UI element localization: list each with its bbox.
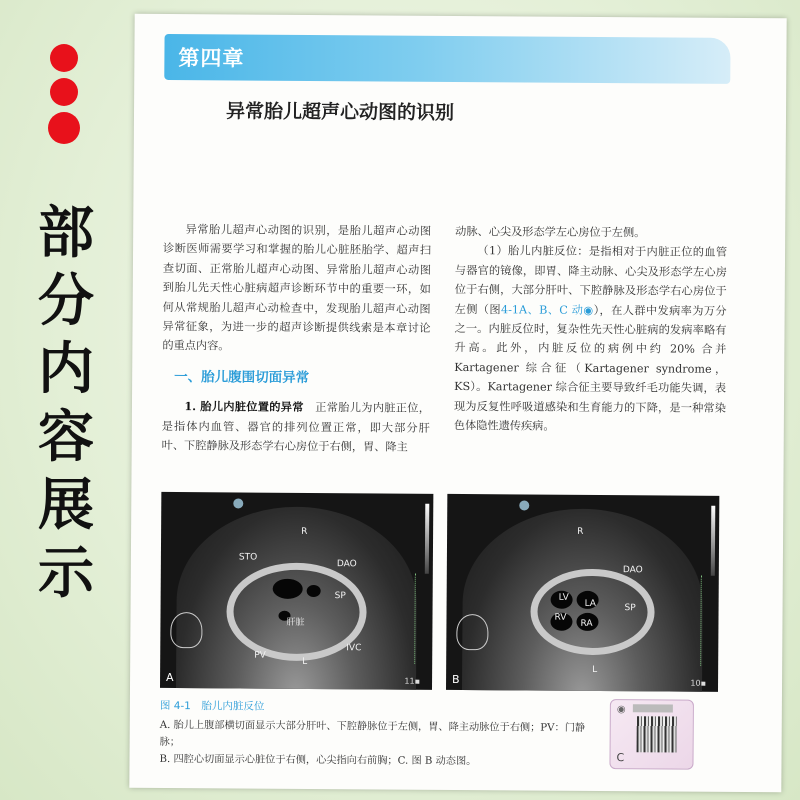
- figure-reference-link[interactable]: 4-1A、B、C 动: [500, 302, 584, 317]
- intro-paragraph: 异常胎儿超声心动图的识别，是胎儿超声心动图诊断医师需要学习和掌握的胎儿心脏胚胎学、超声扫查切面、正常胎儿超声心动图、异常胎儿超声心动图到胎儿先天性心脏病超声诊断环节中的重要一环，如何从常规胎儿超声心动检查中，发现胎儿超声心动图异常征象，为进一步的超声诊断提供线索是本章讨论的重点内容。: [162, 223, 432, 353]
- side-title-char: 内: [38, 337, 94, 402]
- scale-readout: 10▪: [690, 678, 707, 688]
- label-sto: STO: [238, 552, 258, 563]
- label-lv: LV: [558, 592, 569, 603]
- figure-title: 图 4-1 胎儿内脏反位: [159, 699, 265, 713]
- probe-orientation-icon: [456, 614, 488, 650]
- label-liver: 肝脏: [286, 617, 305, 628]
- label-dao: DAO: [336, 559, 357, 570]
- situs-inversus-paragraph: [454, 241, 727, 437]
- card-letter: C: [616, 751, 625, 765]
- qr-code-icon[interactable]: [637, 716, 677, 752]
- ultrasound-image-b: [446, 494, 719, 692]
- p1-text-a: （1）胎儿内脏反位：是指相对于内脏正位的血管与器官的镜像，即胃、降主动脉、心尖及形态学左心房位于右侧，大部分肝叶、下腔静脉及形态学右心房位于左侧（图: [454, 244, 728, 316]
- red-dot: [50, 78, 78, 106]
- decorative-dots: [50, 44, 84, 150]
- label-rv: RV: [554, 612, 567, 623]
- side-title-char: 分: [38, 269, 94, 334]
- label-r: R: [301, 526, 308, 537]
- gain-bar: [425, 504, 429, 574]
- caption-line-a: A. 胎儿上腹部横切面显示大部分肝叶、下腔静脉位于左侧，胃、降主动脉位于右侧；PV：门静脉；: [159, 719, 586, 749]
- figure-letter: A: [166, 670, 174, 685]
- qr-video-card[interactable]: [609, 699, 693, 770]
- card-tag: [633, 704, 673, 712]
- fetal-heart-outline: [530, 569, 655, 656]
- aorta-shadow: [307, 585, 321, 597]
- caption-line-b: B. 四腔心切面显示心脏位于右侧，心尖指向右前胸；C. 图 B 动态图。: [159, 753, 477, 768]
- side-title-char: 示: [38, 541, 94, 606]
- scanner-logo-icon: [519, 500, 529, 510]
- label-l: L: [302, 656, 308, 667]
- side-title-char: 展: [38, 473, 94, 538]
- depth-scale: [414, 574, 417, 664]
- item1-paragraph: [162, 397, 430, 457]
- red-dot: [50, 44, 78, 72]
- ultrasound-image-a: [160, 492, 433, 690]
- label-dao: DAO: [622, 565, 643, 576]
- scanner-logo-icon: [233, 498, 243, 508]
- gain-bar: [711, 506, 715, 576]
- probe-orientation-icon: [170, 612, 202, 648]
- chapter-title: 异常胎儿超声心动图的识别: [225, 100, 455, 124]
- chapter-label: 第四章: [178, 46, 245, 71]
- side-title: [26, 200, 106, 608]
- chapter-banner: [164, 34, 730, 84]
- stomach-shadow: [273, 579, 303, 599]
- left-column: [162, 220, 432, 457]
- label-sp: SP: [624, 603, 636, 614]
- p1-text-b: ），在人群中发病率为万分之一。内脏反位时，复杂性先天性心脏病的发病率略有升高。此外，内脏反位的病例中约 20% 合并 Kartagener 综合征（Kartagener syndrome，KS）。Kartagener 综合征主要导致纤毛功能失调，表现为反复性呼吸道感染和生育能力的下降，是一种常染色体隐性遗传疾病。: [453, 303, 727, 433]
- label-la: LA: [584, 598, 597, 609]
- side-title-char: 容: [38, 405, 94, 470]
- continuation-text: 动脉、心尖及形态学左心房位于左侧。: [455, 224, 646, 240]
- figure-letter: B: [452, 672, 460, 687]
- label-sp: SP: [334, 591, 346, 602]
- section-heading: 一、胎儿腹围切面异常: [174, 368, 310, 386]
- book-page: [129, 14, 786, 793]
- side-title-char: 部: [38, 201, 94, 266]
- scale-readout: 11▪: [404, 676, 421, 686]
- depth-scale: [700, 576, 703, 666]
- red-dot: [48, 112, 80, 144]
- item1-text: 正常胎儿为内脏正位，是指体内血管、器官的排列位置正常，即大部分肝叶、下腔静脉及形态学右心房位于右侧，胃、降主: [161, 401, 431, 454]
- item1-title: 1. 胎儿内脏位置的异常: [184, 399, 304, 415]
- label-ivc: IVC: [346, 643, 362, 654]
- label-pv: PV: [254, 650, 266, 661]
- label-l: L: [592, 664, 598, 675]
- label-ra: RA: [580, 618, 593, 629]
- right-column: [454, 222, 727, 437]
- wifi-icon: ◉: [583, 303, 594, 317]
- wifi-icon: ◉: [616, 704, 626, 716]
- label-r: R: [577, 526, 584, 537]
- figure-caption: [159, 698, 599, 771]
